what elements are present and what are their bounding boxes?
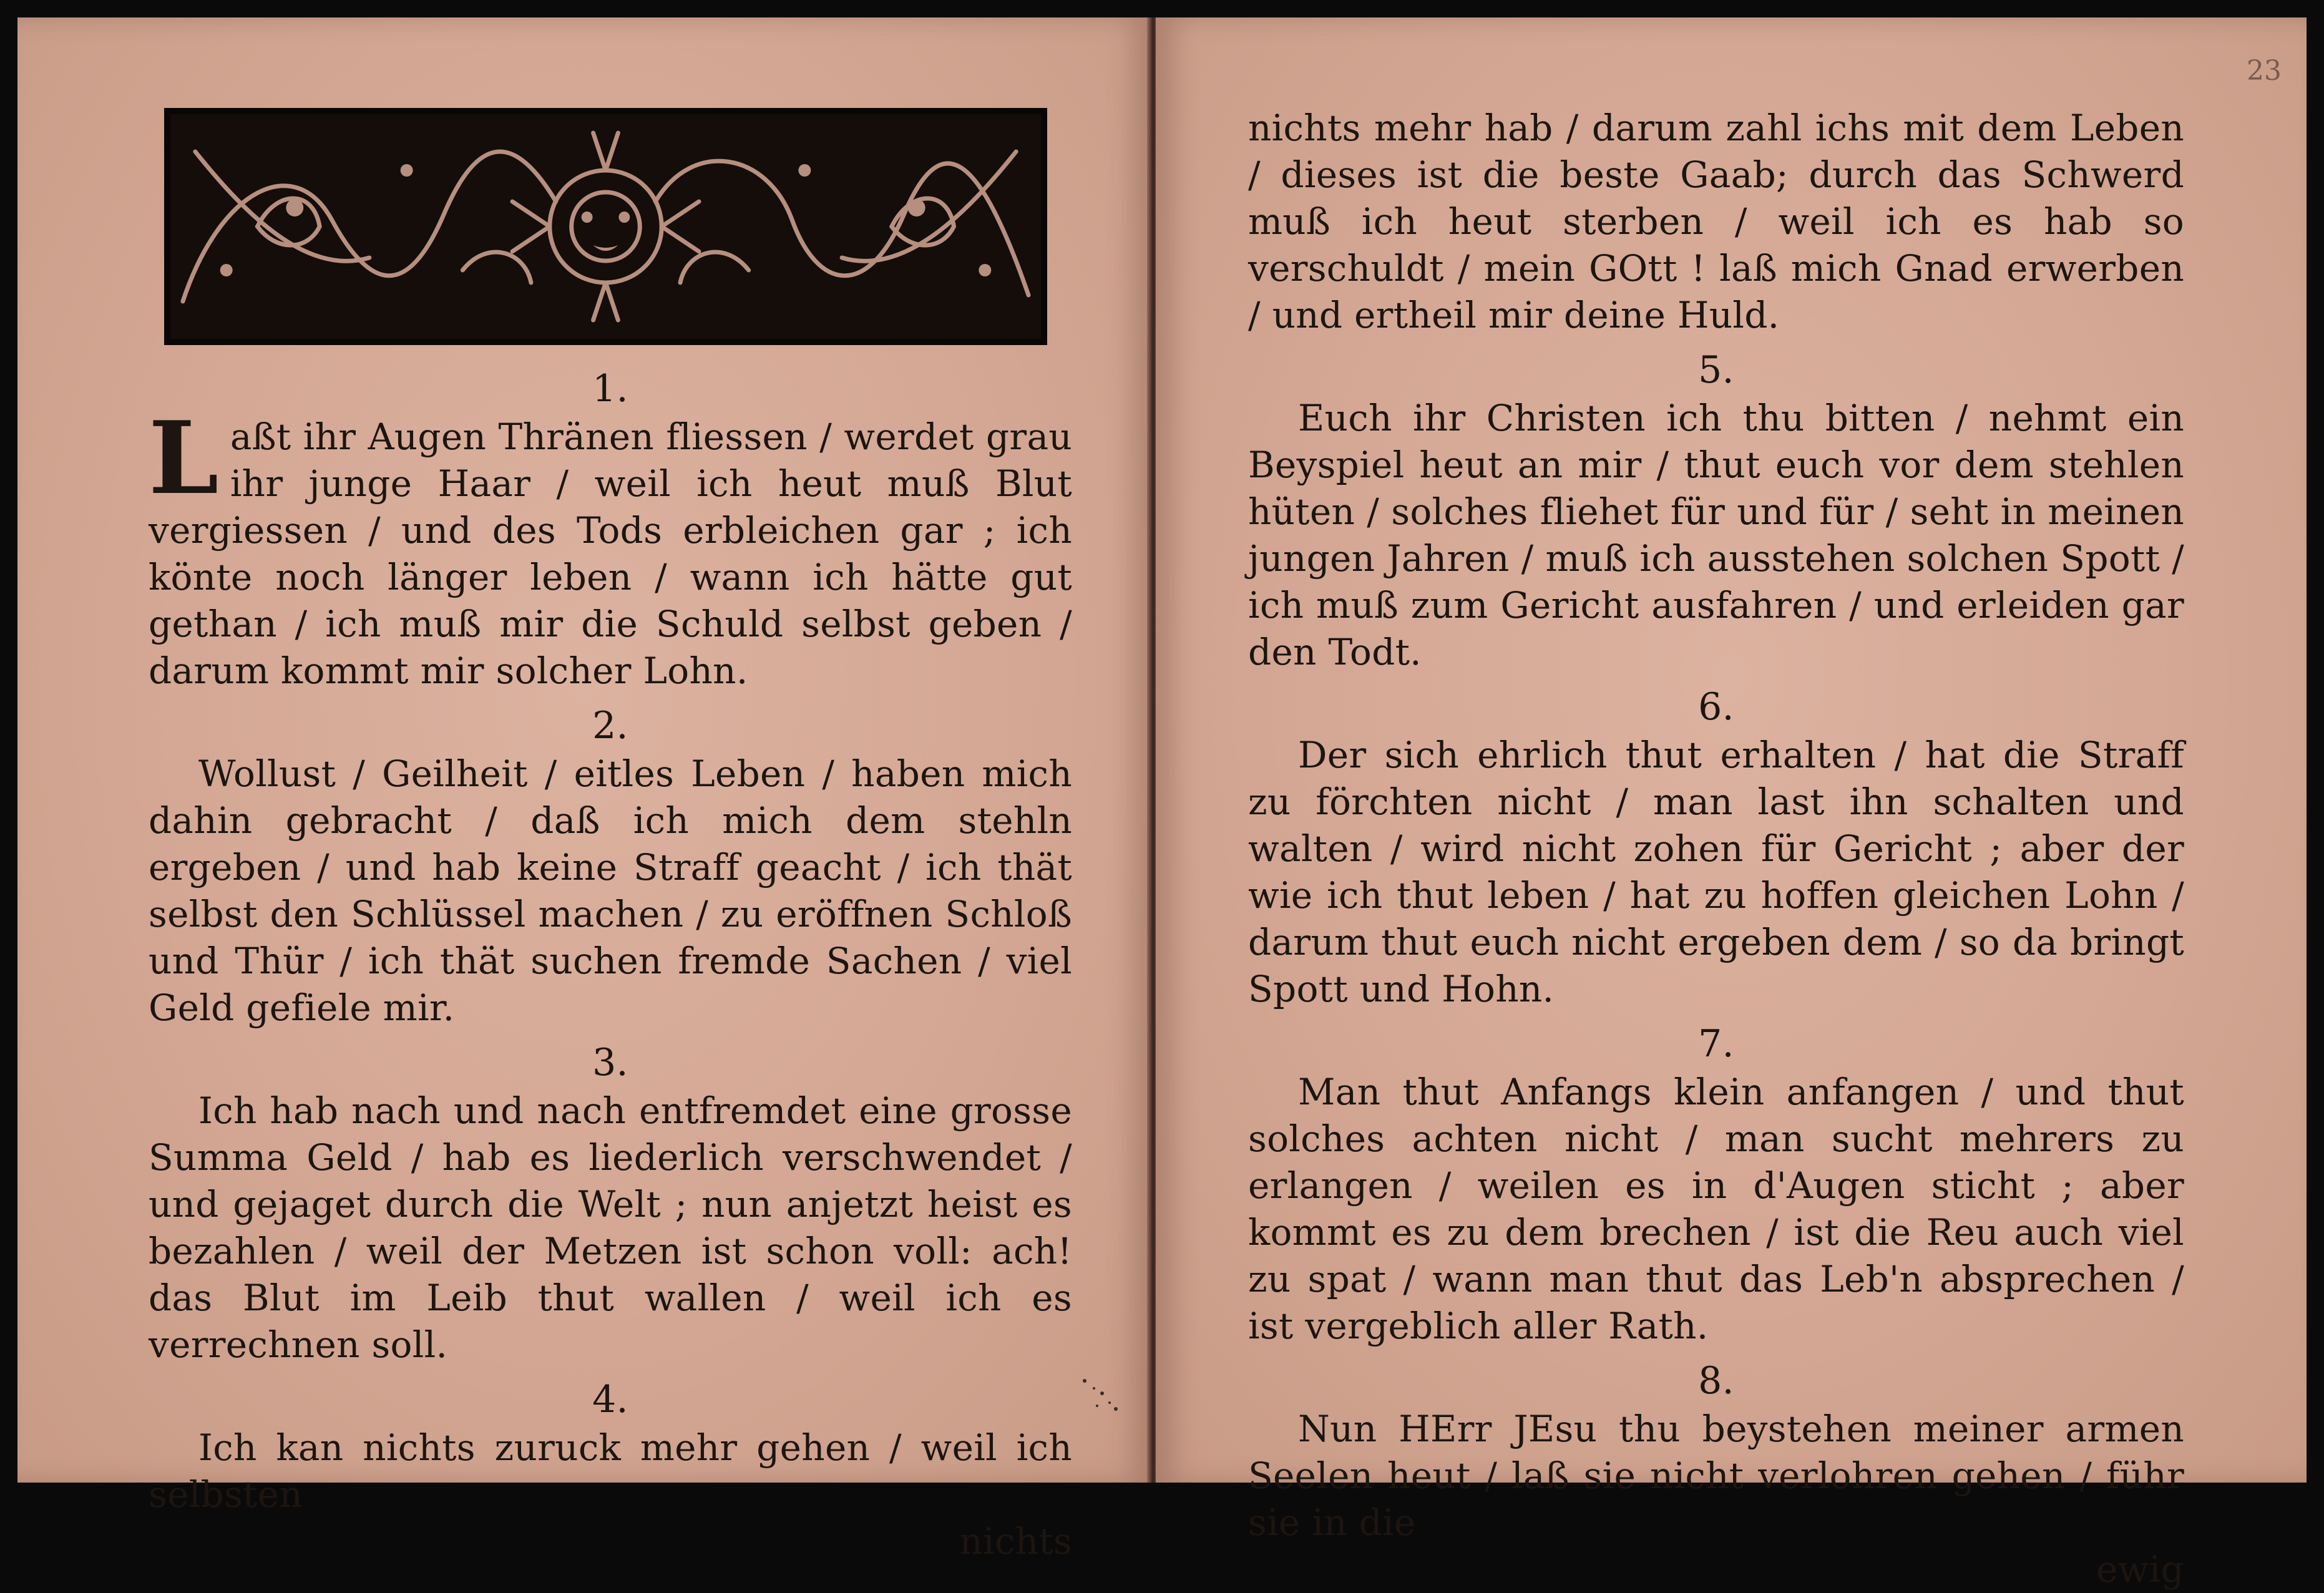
left-page (17, 17, 1151, 1562)
left-text-column (149, 364, 1072, 1565)
stanza-number: 6. (1698, 685, 1734, 729)
catchword: nichts (959, 1520, 1072, 1562)
stanza-body: aßt ihr Augen Thränen fliessen / werdet grau ihr junge Haar / weil ich heut muß Blut vergiessen / und des Tods erbleichen gar ; ich könte noch länger leben / wann ich hätte gut gethan / ich muß mir die Schuld selbst geben / darum kommt mir solcher Lohn. (149, 416, 1072, 692)
woodcut-ornament-banner (164, 108, 1047, 345)
stanza-text: Nun HErr JEsu thu beystehen meiner armen Seelen heut / laß sie nicht verlohren gehen / führ sie in die (1248, 1408, 2184, 1544)
drop-cap-initial: L (149, 399, 219, 517)
stanza-text: Man thut Anfangs klein anfangen / und thut solches achten nicht / man sucht mehrers zu erlangen / weilen es in d'Augen sticht ; aber kommt es zu dem brechen / ist die Reu auch viel zu spat / wann man thut das Leb'n absprechen / ist vergeblich aller Rath. (1248, 1071, 2184, 1347)
stanza-number: 8. (1698, 1359, 1734, 1403)
stanza-text: Ich hab nach und nach entfremdet eine grosse Summa Geld / hab es liederlich verschwendet / und gejaget durch die Welt ; nun anjetzt heist es bezahlen / weil der Metzen ist schon voll: ach! das Blut im Leib thut wallen / weil ich es verrechnen soll. (149, 1089, 1072, 1366)
stanza-number: 7. (1698, 1022, 1734, 1066)
right-text-column (1248, 105, 2184, 1593)
right-page (1156, 17, 2307, 1591)
stanza-text: Wollust / Geilheit / eitles Leben / haben mich dahin gebracht / daß ich mich dem stehln ergeben / und hab keine Straff geacht / ich thät selbst den Schlüssel machen / zu eröffnen Schloß und Thür / ich thät suchen fremde Sachen / viel Geld gefiele mir. (149, 753, 1072, 1029)
paper-specks (1078, 1375, 1128, 1425)
catchword: ewig (2096, 1548, 2184, 1591)
folio-number: 23 (2247, 55, 2282, 87)
stanza-number: 3. (592, 1041, 628, 1084)
stanza-number: 5. (1698, 348, 1734, 392)
stanza-text: Euch ihr Christen ich thu bitten / nehmt ein Beyspiel heut an mir / thut euch vor dem stehlen hüten / solches fliehet für und für / seht in meinen jungen Jahren / muß ich ausstehen solchen Spott / ich muß zum Gericht ausfahren / und erleiden gar den Todt. (1248, 397, 2184, 673)
stanza-number: 1. (592, 367, 628, 411)
ornament-vine-pattern (170, 114, 1041, 339)
stanza-text: Der sich ehrlich thut erhalten / hat die Straff zu förchten nicht / man last ihn schalten und walten / wird nicht zohen für Gericht ; aber der wie ich thut leben / hat zu hoffen gleichen Lohn / darum thut euch nicht ergeben dem / so da bringt Spott und Hohn. (1248, 734, 2184, 1010)
stanza-number: 4. (592, 1378, 628, 1421)
stanza-number: 2. (592, 704, 628, 748)
continued-stanza-text: nichts mehr hab / darum zahl ichs mit dem Leben / dieses ist die beste Gaab; durch das Schwerd muß ich heut sterben / weil ich es hab so verschuldt / mein GOtt ! laß mich Gnad erwerben / und ertheil mir deine Huld. (1248, 107, 2184, 336)
stanza-text (149, 399, 1072, 694)
stanza-text: Ich kan nichts zuruck mehr gehen / weil ich selbsten (149, 1426, 1072, 1516)
